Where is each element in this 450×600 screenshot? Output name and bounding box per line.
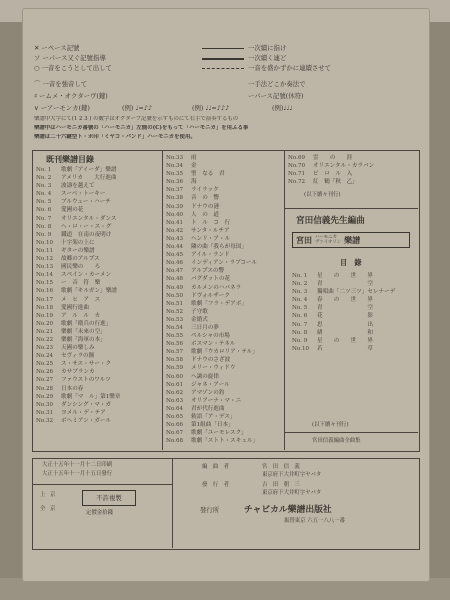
item-number: No.16: [36, 288, 54, 295]
legend-line: [202, 58, 244, 60]
toc-list: [292, 272, 416, 353]
list-item: [166, 203, 282, 211]
item-number: No.51: [166, 300, 184, 307]
catalog-more: (以下續々刊行): [304, 192, 341, 198]
legend-item: ✕ ーペース記號: [34, 44, 80, 52]
list-item: [36, 279, 160, 287]
item-title: ドヴォルザーク: [191, 292, 230, 299]
item-number: No.67: [166, 430, 184, 437]
legend-item: ♯ ームメ・オクターヴ(鍵): [34, 92, 108, 100]
item-title: 金: [191, 163, 197, 170]
list-item: [166, 429, 282, 437]
item-title: アイル・ランド: [191, 252, 230, 259]
item-title: ア ル ル カ: [61, 312, 101, 319]
item-number: No.10: [36, 239, 54, 246]
item-number: No. 6: [292, 313, 308, 320]
item-title: ギターの樂譜: [61, 247, 95, 254]
item-number: No.66: [166, 422, 184, 429]
item-number: No.42: [166, 227, 184, 234]
price-label: 定價金拾錢: [86, 510, 113, 516]
item-title: ブルウェー・ハーチ: [61, 199, 111, 206]
item-number: No.62: [166, 389, 184, 396]
list-item: [36, 198, 160, 206]
item-number: No.70: [288, 163, 306, 170]
item-title: カルメンのハバネラ: [191, 284, 242, 291]
list-item: [36, 190, 160, 198]
list-item: [166, 267, 282, 275]
publish-date: 大正十五年十一月十五日發行: [42, 471, 113, 477]
item-number: No.44: [166, 244, 184, 251]
catalog-column-3: [288, 154, 416, 186]
item-number: No.21: [36, 328, 54, 335]
list-item: [166, 413, 282, 421]
item-number: No.47: [166, 268, 184, 275]
item-title: ス・サス・サー・ク: [61, 361, 112, 368]
item-title: 歌劇「衛兵の行進」: [61, 320, 112, 327]
item-title: 若 草: [317, 345, 373, 352]
item-title: バグダットの花: [191, 276, 231, 283]
item-title: 歌劇「キルガン」樂譜: [61, 288, 117, 295]
credit-row: 發 行 者 吉 田 朝 三: [202, 482, 300, 488]
catalog-column-1: [36, 166, 160, 425]
item-title: 故郷のアルプス: [61, 256, 100, 263]
item-title: サンタ・ルチア: [191, 227, 230, 234]
item-number: No.39: [166, 203, 184, 210]
item-title: 花 影: [317, 313, 373, 320]
legend-right-item: 一手法どこか奏法で: [248, 80, 306, 88]
item-title: 鐵道 在南の夜明け: [61, 231, 112, 238]
item-title: アメリカ 大行進曲: [61, 175, 117, 182]
item-title: ヘンリ・ア・ル: [191, 235, 231, 242]
item-number: No.19: [36, 312, 54, 319]
list-item: [36, 174, 160, 182]
item-title: 歌劇「ユーモレスク」: [191, 430, 247, 437]
list-item: [36, 385, 160, 393]
credit-row: 編 曲 者 宮 田 信 義: [202, 464, 300, 470]
item-number: No.53: [166, 316, 184, 323]
item-title: 緒 和: [317, 329, 373, 336]
list-item: [36, 401, 160, 409]
list-item: [36, 247, 160, 255]
list-item: [36, 360, 160, 368]
list-item: [166, 397, 282, 405]
list-item: [166, 275, 282, 283]
list-item: [288, 154, 416, 162]
credit-address: 東京府下大井町字ヤバタ: [262, 490, 322, 496]
item-number: No.49: [166, 284, 184, 291]
item-number: No.20: [36, 320, 54, 327]
item-title: ダンシング・マ・ガ: [61, 401, 112, 408]
legend-item: ○ 一音をこうとして出して: [34, 64, 112, 72]
item-number: No. 1: [36, 167, 52, 173]
list-item: [166, 284, 282, 292]
list-item: [36, 263, 160, 271]
item-number: No.48: [166, 276, 184, 283]
list-item: [292, 288, 416, 296]
list-item: [36, 255, 160, 263]
item-title: 波濤を越えて: [61, 183, 95, 190]
item-number: No. 5: [36, 199, 52, 206]
list-item: [166, 308, 282, 316]
list-item: [36, 271, 160, 279]
item-number: No. 4: [292, 297, 308, 304]
item-title: ヘ調の旋律: [191, 373, 219, 380]
item-number: No.58: [166, 357, 184, 364]
list-item: [166, 170, 282, 178]
list-item: [166, 300, 282, 308]
item-title: 音 の 響: [191, 195, 219, 202]
list-item: [292, 280, 416, 288]
item-title: 愛國の花: [61, 207, 84, 214]
list-item: [292, 272, 416, 280]
toc-more: (以下續々刊行): [312, 422, 349, 428]
item-title: アマゾンの釣: [191, 389, 225, 396]
item-number: No.10: [292, 345, 310, 352]
legend-item: ソ ーパース又ぐ記號指導: [34, 54, 106, 62]
list-item: [166, 259, 282, 267]
item-title: ドナウのさざ波: [191, 357, 231, 364]
list-item: [166, 162, 282, 170]
item-number: No.15: [36, 280, 54, 287]
composer-title: 宮田信義先生編曲: [296, 216, 365, 226]
print-date: 大正十五年十一月十二日印刷: [42, 462, 113, 468]
item-title: 君が代行進曲: [191, 405, 225, 412]
item-number: No.35: [166, 171, 184, 178]
item-number: No.38: [166, 195, 184, 202]
item-title: 三日月の夢: [191, 324, 219, 331]
item-title: メ ヒ ア ス: [61, 296, 101, 303]
item-title: ライラック: [191, 187, 219, 194]
item-number: No. 3: [292, 289, 308, 296]
item-title: アルプスの響: [191, 268, 225, 275]
item-number: No.34: [166, 163, 184, 170]
item-number: No.40: [166, 211, 184, 218]
list-item: [36, 320, 160, 328]
item-title: 歌劇「マ ル」第1樂章: [61, 393, 121, 400]
item-title: スーベ・トーキー: [61, 191, 106, 198]
item-number: No.13: [36, 264, 54, 271]
list-item: [36, 206, 160, 214]
item-title: 國民樂の ろ: [61, 264, 101, 271]
item-number: No.25: [36, 361, 54, 368]
item-title: 思 出: [317, 321, 373, 328]
list-item: [292, 337, 416, 345]
list-item: [166, 211, 282, 219]
list-item: [292, 321, 416, 329]
item-number: No. 3: [36, 183, 52, 190]
item-number: No.31: [36, 409, 54, 416]
item-title: ファウストのワルツ: [61, 377, 111, 384]
legend-right-item: ーパース記號(休符): [248, 92, 304, 100]
item-title: オリアーナ・マ・ニ: [191, 397, 242, 404]
item-title: 十字架の上に: [61, 239, 95, 246]
list-item: [166, 332, 282, 340]
list-item: [166, 235, 282, 243]
list-item: [36, 393, 160, 401]
item-number: No.63: [166, 397, 184, 404]
list-item: [166, 324, 282, 332]
list-item: [36, 312, 160, 320]
item-number: No.54: [166, 324, 184, 331]
item-number: No.69: [288, 155, 306, 161]
list-item: [288, 178, 416, 186]
item-number: No.30: [36, 401, 54, 408]
item-number: No. 1: [292, 273, 308, 279]
item-number: No.56: [166, 341, 184, 348]
item-title: 天國の樂しみ: [61, 345, 95, 352]
item-number: No.32: [36, 417, 54, 424]
list-item: [36, 231, 160, 239]
toc-title: 目 錄: [340, 258, 362, 267]
list-item: [288, 162, 416, 170]
item-title: 歌劇「アイーダ」樂譜: [61, 167, 117, 173]
item-number: No.18: [36, 304, 54, 311]
item-title: 歌劇「フラ・デアボ」: [191, 300, 247, 307]
catalog-title: 既刊樂譜目錄: [46, 154, 94, 164]
list-item: [292, 312, 416, 320]
legend-example: (例) ♩=♪♪: [122, 104, 152, 112]
item-number: No.36: [166, 179, 184, 186]
composer-brand: 宮田: [296, 234, 312, 245]
item-title: セヴィラの鐘: [61, 353, 95, 360]
publisher-name: チャビカル樂譜出版社: [244, 505, 332, 515]
list-item: [166, 251, 282, 259]
legend-right-item: 一次續く連ど: [248, 54, 287, 62]
list-item: [36, 239, 160, 247]
item-title: 日本の春: [61, 385, 84, 392]
item-title: オリエンタル・ダンス: [61, 215, 117, 222]
item-title: ト ル コ 行: [191, 219, 231, 226]
item-number: No.29: [36, 393, 54, 400]
list-item: [292, 304, 416, 312]
item-title: 紅 鶴「秋 乙」: [313, 179, 358, 186]
item-title: ドナウの漣: [191, 203, 219, 210]
item-title: 子守歌: [191, 308, 208, 315]
item-title: 樂劇「未來の空」: [61, 328, 106, 335]
legend-item: ∨ ーアーモンカ(鍵): [34, 104, 90, 112]
item-title: 歌劇「ウカロリア・テル」: [191, 349, 258, 356]
list-item: [166, 356, 282, 364]
list-item: [166, 364, 282, 372]
item-title: 獨唱曲「二ツ三ツ」セレナーデ: [317, 289, 396, 296]
publisher-address: 振替東京 六五一八八一番: [284, 518, 346, 524]
item-title: 青 空: [317, 281, 373, 288]
item-number: No.52: [166, 308, 184, 315]
item-title: メリー・ウィドウ: [191, 365, 236, 372]
list-item: [36, 328, 160, 336]
item-title: 金婚式: [191, 316, 208, 323]
item-number: No.37: [166, 187, 184, 194]
item-number: No.71: [288, 171, 306, 178]
list-item: [36, 166, 160, 174]
item-title: 雲 の 涯: [313, 155, 353, 161]
no-reproduction-stamp: 不許複製: [82, 490, 136, 506]
list-item: [36, 344, 160, 352]
item-number: No. 2: [36, 175, 52, 182]
item-title: 隣の曲「我らが母国」: [191, 244, 247, 251]
item-number: No. 8: [292, 329, 308, 336]
item-title: 勅語「ア・デス」: [191, 414, 236, 420]
list-item: [36, 368, 160, 376]
list-item: [36, 223, 160, 231]
list-item: [166, 227, 282, 235]
item-number: No.28: [36, 385, 54, 392]
item-number: No. 5: [292, 305, 308, 312]
item-number: No.33: [166, 155, 184, 161]
item-number: No.26: [36, 369, 54, 376]
list-item: [36, 376, 160, 384]
publisher-label: 發行所: [200, 506, 220, 514]
legend-line: [202, 48, 244, 49]
list-item: [292, 329, 416, 337]
item-number: No.65: [166, 414, 184, 420]
list-item: [166, 405, 282, 413]
item-title: スペイン・カーメン: [61, 272, 112, 279]
list-item: [36, 352, 160, 360]
list-item: [36, 287, 160, 295]
item-title: ヘ・ロ・ー・ス・グ: [61, 223, 112, 230]
item-number: No.59: [166, 365, 184, 372]
toc-note: 宮田信義編曲全曲集: [312, 438, 361, 444]
item-number: No.64: [166, 405, 184, 412]
item-number: No.60: [166, 373, 184, 380]
list-item: [166, 219, 282, 227]
item-number: No. 7: [36, 215, 52, 222]
item-number: No.23: [36, 345, 54, 352]
list-item: [36, 296, 160, 304]
legend-example: (例) ♩♩=♪♪♪: [192, 104, 230, 112]
item-title: ー 音 符 樂: [61, 280, 101, 287]
item-title: ピ ロ ル 入: [313, 171, 353, 178]
item-number: No.24: [36, 353, 54, 360]
item-title: インディアン・ラブコール: [191, 260, 258, 267]
item-title: カサブランカ: [61, 369, 95, 376]
composer-series: 樂譜: [344, 234, 361, 245]
item-title: ボスマン・テネル: [191, 341, 236, 348]
list-item: [292, 296, 416, 304]
legend-item: ⌒ 一音を強音して: [34, 80, 88, 88]
item-title: 歌劇「ストト・スキュル」: [191, 438, 259, 445]
list-item: [166, 194, 282, 202]
item-number: No.57: [166, 349, 184, 356]
item-number: No.50: [166, 292, 184, 299]
document-page: ✕ ーペース記號 ソ ーパース又ぐ記號指導 ○ 一音をこうとして出して ⌒ 一音を強音して ♯ ームメ・オクターヴ(鍵) ∨ ーアーモンカ(鍵) 一次續に指け 一次續く連ど 一音を盛かずかに連續させて 一手法どこか奏法で ーパース記號(休符) (例) ♩=♪♪ (例) ♩♩=♪♪♪ (例)♩♩♩ 樂譜中大字にて(1 2 3 ) の數字はオクターブ記號を示すものにて右手で演奏するもの 樂譜中はハーモニカ番號の「ハーモニカ」左側の(C)をもって「ハーモニカ」を用ふる事 樂譜は二十六鍵型ト・ポ印「ミヤコ・バンド」ハーモニカを使用。 既刊樂譜目錄 No. 1 歌劇「アイーダ」樂譜 No. 2 アメリカ 大行進曲 No. 3 波濤を越えて No. 4 スーベ・トーキー No. 5 ブルウェー・ハーチ No. 6 愛國の花 No. 7 オリエンタル・ダンス No. 8 ヘ・ロ・ー・ス・グ No. 9 鐵道 在南の夜明け No.10 十字架の上に No.11 ギターの樂譜 No.12 故郷のアルプス No.13 國民樂の ろ No.14 スペイン・カーメン No.15 ー 音 符 樂 No.16 歌劇「キルガン」樂譜 No.17 メ ヒ ア ス No.18 愛國行進曲 No.19 ア ル ル カ No.20 歌劇「衛兵の行進」 No.21 樂劇「未來の空」 No.22 樂劇「海軍の本」 No.23 天國の樂しみ No.24 セヴィラの鐘 No.25 ス・サス・サー・ク No.26 カサブランカ No.27 ファウストのワルツ No.28 日本の春 No.29 歌劇「マ ル」第1樂章 No.30 ダンシング・マ・ガ No.31 ヨメル・デ・テア No.32 ボヘミアン・ガール No.33 雨 No.34 金 No.35 聖 なる 君 No.36 海 No.37 ライラック No.38 音 の 響 No.39 ドナウの漣 No.40 人 の 道 No.41 ト ル コ 行 No.42 サンタ・ルチア No.43 ヘンリ・ア・ル No.44 隣の曲「我らが母国」 No.45 アイル・ランド No.46 インディアン・ラブコール No.47 アルプスの響 No.48 バグダットの花 No.49 カルメンのハバネラ No.50 ドヴォルザーク No.51 歌劇「フラ・デアボ」 No.52 子守歌 No.53 金婚式 No.54 三日月の夢 No.55 ペルシャの市場 No.56 ボスマン・テネル No.57 歌劇「ウカロリア・テル」 No.58 ドナウのさざ波 No.59 メリー・ウィドウ No.60 ヘ調の旋律 No.61 ジャネ・アール No.62 アマゾンの釣 No.63 オリアーナ・マ・ニ No.64 君が代行進曲 No.65 勅語「ア・デス」 No.66 第1組曲「日本」 No.67 歌劇「ユーモレスク」 No.68 歌劇「ストト・スキュル」 No.69 雲 の 涯 No.70 オリエンタル・カラバン No.71 ピ ロ ル 入 No.72 紅 鶴「秋 乙」 (以下續々刊行) 宮田信義先生編曲 宮田 ハーモニカ ヴァイオリン 樂譜 目 錄 No. 1 星 の 世 界 No. 2 青 空 No. 3 獨唱曲「二ツ三ツ」セレナーデ No. 4 春 の 世 界 No. 5 青 空 No. 6 花 影 No. 7 思 出 No. 8 緒 和 No. 9 星 の 世 界 No.10 若 草 (以下續々刊行) 宮田信義編曲全曲集 大正十五年十一月十二日印刷 大正十五年十一月十五日發行 上 全 京 京 不許複製 定價金拾錢 編 曲 者 宮 田 信 義 東京府下大井町字ヤバタ 發 行 者 吉 田 朝 三 東京府下大井町字ヤバタ 發行所 チャビカル樂譜出版社 振替東京 六五一八八一番: [22, 8, 430, 582]
item-number: No.55: [166, 333, 184, 340]
item-title: 樂劇「海軍の本」: [61, 336, 106, 343]
list-item: [166, 243, 282, 251]
list-item: [36, 182, 160, 190]
item-number: No.17: [36, 296, 54, 303]
item-number: No. 6: [36, 207, 52, 214]
item-title: 雨: [191, 155, 197, 161]
item-title: 人 の 道: [191, 211, 219, 218]
list-item: [166, 292, 282, 300]
item-title: 第1組曲「日本」: [191, 422, 234, 429]
legend-line: [202, 68, 244, 69]
catalog-column-2: [166, 154, 282, 445]
item-title: 星 の 世 界: [317, 273, 373, 279]
list-item: [36, 417, 160, 425]
item-number: No.27: [36, 377, 54, 384]
list-item: [36, 336, 160, 344]
item-number: No. 9: [36, 231, 52, 238]
item-number: No. 2: [292, 281, 308, 288]
item-title: ジャネ・アール: [191, 381, 230, 388]
item-number: No.68: [166, 438, 184, 445]
item-number: No.14: [36, 272, 54, 279]
list-item: [288, 170, 416, 178]
list-item: [166, 421, 282, 429]
item-title: ヨメル・デ・テア: [61, 409, 106, 416]
item-number: No.12: [36, 256, 54, 263]
item-number: No.72: [288, 179, 306, 186]
list-item: [36, 215, 160, 223]
list-item: [166, 178, 282, 186]
credit-address: 東京府下大井町字ヤバタ: [262, 472, 322, 478]
item-title: 春 の 世 界: [317, 297, 373, 304]
list-item: [166, 348, 282, 356]
item-number: No.61: [166, 381, 184, 388]
list-item: [166, 381, 282, 389]
item-title: 星 の 世 界: [317, 337, 373, 344]
item-number: No.11: [36, 247, 54, 254]
item-number: No.43: [166, 235, 184, 242]
legend-right-item: 一次續に指け: [248, 44, 287, 52]
item-title: 青 空: [317, 305, 373, 312]
item-title: オリエンタル・カラバン: [313, 163, 375, 170]
list-item: [166, 389, 282, 397]
item-title: ペルシャの市場: [191, 333, 230, 340]
list-item: [292, 345, 416, 353]
item-number: No.41: [166, 219, 184, 226]
item-title: 海: [191, 179, 197, 186]
item-number: No.46: [166, 260, 184, 267]
item-title: ボヘミアン・ガール: [61, 417, 112, 424]
item-number: No. 7: [292, 321, 308, 328]
item-title: 愛國行進曲: [61, 304, 89, 311]
legend-right-item: 一音を盛かずかに連續させて: [248, 64, 332, 72]
item-number: No. 8: [36, 223, 52, 230]
list-item: [166, 437, 282, 445]
legend-example: (例)♩♩♩: [272, 104, 293, 112]
item-number: No. 9: [292, 337, 308, 344]
item-number: No. 4: [36, 191, 52, 198]
item-number: No.22: [36, 336, 54, 343]
list-item: [36, 304, 160, 312]
list-item: [36, 409, 160, 417]
list-item: [166, 154, 282, 162]
composer-series-box: 宮田 ハーモニカ ヴァイオリン 樂譜: [292, 232, 410, 248]
list-item: [166, 316, 282, 324]
list-item: [166, 340, 282, 348]
list-item: [166, 373, 282, 381]
item-title: 聖 なる 君: [191, 171, 225, 178]
list-item: [166, 186, 282, 194]
item-number: No.45: [166, 252, 184, 259]
